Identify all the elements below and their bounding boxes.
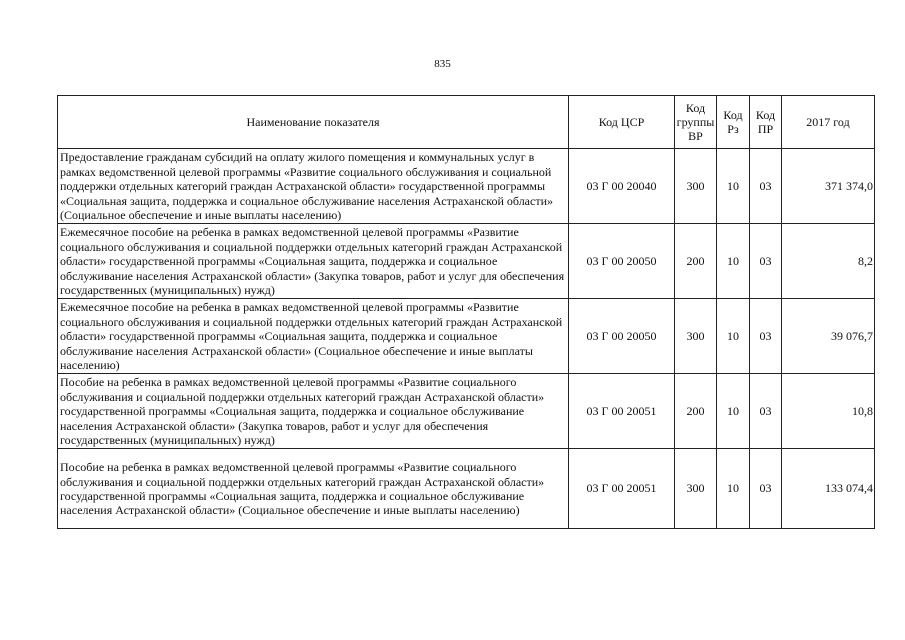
row-csr-cell: 03 Г 00 20050 (569, 224, 675, 299)
row-amount-cell: 10,8 (782, 374, 875, 449)
row-amount-cell: 8,2 (782, 224, 875, 299)
row-vr-cell: 300 (675, 299, 717, 374)
row-pr-cell: 03 (750, 149, 782, 224)
header-rz-line1: Код (723, 108, 743, 122)
row-name-cell: Пособие на ребенка в рамках ведомственной целевой программы «Развитие социального обслуживания и социальной поддержки отдельных категорий граждан Астраханской области» государственной программы «Социальная защита, поддержка и социальное обслуживание населения Астраханской области» (Закупка товаров, работ и услуг для обеспечения государственных (муниципальных) нужд) (58, 374, 569, 449)
table-row (58, 374, 875, 449)
table-row (58, 299, 875, 374)
row-csr-cell: 03 Г 00 20051 (569, 449, 675, 529)
row-rz-cell: 10 (717, 149, 750, 224)
row-amount-cell: 133 074,4 (782, 449, 875, 529)
row-name-cell: Предоставление гражданам субсидий на оплату жилого помещения и коммунальных услуг в рамках ведомственной целевой программы «Развитие социального обслуживания и социальной поддержки отдельных категорий граждан Астраханской области» государственной программы «Социальная защита, поддержка и социальное обслуживание населения Астраханской области» (Социальное обеспечение и иные выплаты населению) (58, 149, 569, 224)
header-vr-line1: Код (685, 101, 706, 115)
header-csr: Код ЦСР (569, 96, 675, 149)
header-vr-line2: группы (676, 115, 715, 129)
row-vr-cell: 300 (675, 449, 717, 529)
table-row (58, 149, 875, 224)
budget-table (57, 95, 875, 529)
row-vr-cell: 200 (675, 224, 717, 299)
row-name-cell: Ежемесячное пособие на ребенка в рамках ведомственной целевой программы «Развитие социального обслуживания и социальной поддержки отдельных категорий граждан Астраханской области» государственной программы «Социальная защита, поддержка и социальное обслуживание населения Астраханской области» (Социальное обеспечение и иные выплаты населению) (58, 299, 569, 374)
header-vr (675, 96, 717, 149)
table-header-row (58, 96, 875, 149)
header-vr-line3: ВР (688, 129, 703, 143)
row-vr-cell: 200 (675, 374, 717, 449)
row-vr-cell: 300 (675, 149, 717, 224)
header-name: Наименование показателя (58, 96, 569, 149)
table-row (58, 449, 875, 529)
row-pr-cell: 03 (750, 449, 782, 529)
row-name-cell: Пособие на ребенка в рамках ведомственной целевой программы «Развитие социального обслуживания и социальной поддержки отдельных категорий граждан Астраханской области» государственной программы «Социальная защита, поддержка и социальное обслуживание населения Астраханской области» (Социальное обеспечение и иные выплаты населению) (58, 449, 569, 529)
header-year: 2017 год (782, 96, 875, 149)
row-name-cell: Ежемесячное пособие на ребенка в рамках ведомственной целевой программы «Развитие социального обслуживания и социальной поддержки отдельных категорий граждан Астраханской области» государственной программы «Социальная защита, поддержка и социальное обслуживание населения Астраханской области» (Закупка товаров, работ и услуг для обеспечения государственных (муниципальных) нужд) (58, 224, 569, 299)
row-rz-cell: 10 (717, 449, 750, 529)
row-rz-cell: 10 (717, 374, 750, 449)
row-csr-cell: 03 Г 00 20040 (569, 149, 675, 224)
table-row (58, 224, 875, 299)
row-csr-cell: 03 Г 00 20050 (569, 299, 675, 374)
row-pr-cell: 03 (750, 374, 782, 449)
row-amount-cell: 371 374,0 (782, 149, 875, 224)
header-pr (750, 96, 782, 149)
row-pr-cell: 03 (750, 224, 782, 299)
page-number: 835 (434, 58, 451, 70)
row-pr-cell: 03 (750, 299, 782, 374)
row-csr-cell: 03 Г 00 20051 (569, 374, 675, 449)
row-rz-cell: 10 (717, 224, 750, 299)
header-pr-line1: Код (755, 108, 776, 122)
header-pr-line2: ПР (757, 122, 774, 136)
header-rz-line2: Рз (727, 122, 739, 136)
row-rz-cell: 10 (717, 299, 750, 374)
row-amount-cell: 39 076,7 (782, 299, 875, 374)
header-rz (717, 96, 750, 149)
